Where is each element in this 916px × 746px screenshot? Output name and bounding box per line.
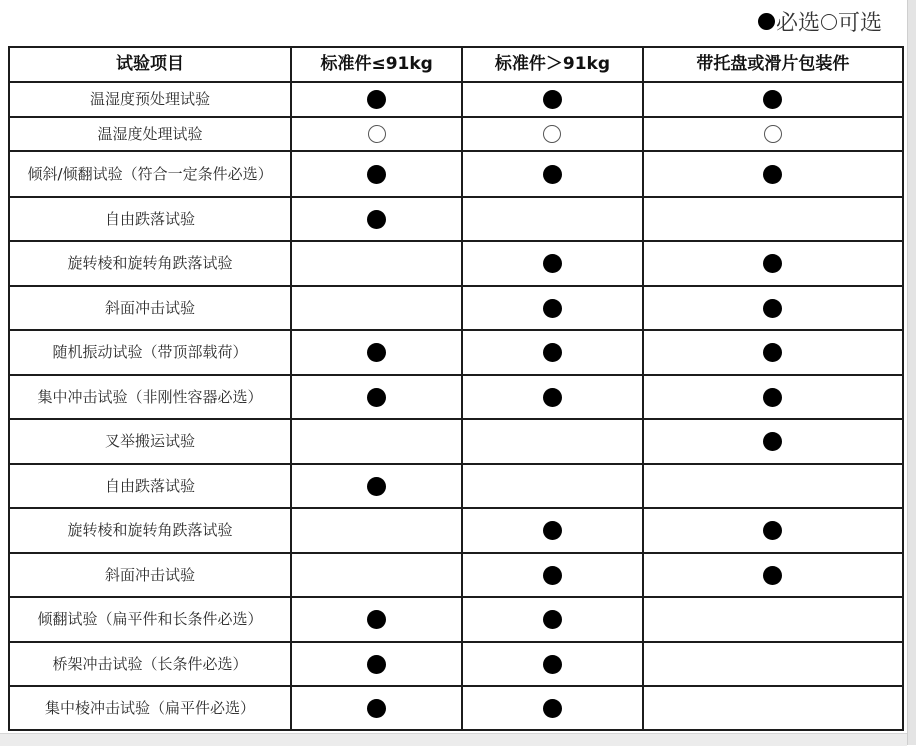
filled-circle-icon	[367, 90, 386, 109]
filled-circle-icon	[367, 477, 386, 496]
table-row	[9, 197, 903, 241]
requirement-cell	[462, 117, 642, 151]
requirement-cell	[291, 286, 462, 330]
table-row	[9, 286, 903, 330]
requirement-cell	[643, 82, 903, 117]
table-row	[9, 464, 903, 508]
requirement-cell	[462, 197, 642, 241]
test-item-cell: 斜面冲击试验	[9, 553, 291, 597]
requirement-cell	[291, 375, 462, 419]
requirement-cell	[643, 686, 903, 730]
filled-circle-icon	[367, 165, 386, 184]
requirement-cell	[462, 508, 642, 553]
test-item-cell: 桥架冲击试验（长条件必选）	[9, 642, 291, 686]
requirement-cell	[643, 375, 903, 419]
test-item-cell: 斜面冲击试验	[9, 286, 291, 330]
requirement-cell	[462, 553, 642, 597]
filled-circle-icon	[543, 699, 562, 718]
requirement-cell	[462, 151, 642, 197]
requirement-cell	[462, 286, 642, 330]
filled-circle-icon	[763, 165, 782, 184]
test-item-cell: 自由跌落试验	[9, 464, 291, 508]
requirement-cell	[462, 419, 642, 464]
open-circle-icon	[821, 14, 837, 30]
requirement-cell	[291, 82, 462, 117]
filled-circle-icon	[543, 299, 562, 318]
requirement-cell	[643, 419, 903, 464]
test-item-cell: 随机振动试验（带顶部载荷）	[9, 330, 291, 375]
test-item-cell: 自由跌落试验	[9, 197, 291, 241]
requirement-cell	[643, 197, 903, 241]
requirement-cell	[291, 151, 462, 197]
requirement-cell	[291, 553, 462, 597]
requirement-cell	[462, 241, 642, 286]
test-item-cell: 温湿度处理试验	[9, 117, 291, 151]
requirement-cell	[291, 241, 462, 286]
legend-optional-label: 可选	[837, 11, 882, 36]
table-row	[9, 375, 903, 419]
filled-circle-icon	[763, 90, 782, 109]
requirement-cell	[291, 642, 462, 686]
filled-circle-icon	[763, 566, 782, 585]
filled-circle-icon	[367, 210, 386, 229]
filled-circle-icon	[758, 13, 775, 30]
requirement-cell	[291, 686, 462, 730]
filled-circle-icon	[367, 388, 386, 407]
table-row	[9, 419, 903, 464]
test-item-cell: 温湿度预处理试验	[9, 82, 291, 117]
requirement-cell	[462, 330, 642, 375]
requirement-cell	[643, 286, 903, 330]
requirement-cell	[643, 151, 903, 197]
table-row	[9, 642, 903, 686]
filled-circle-icon	[367, 699, 386, 718]
requirement-cell	[462, 642, 642, 686]
requirement-cell	[643, 553, 903, 597]
table-row	[9, 82, 903, 117]
window-right-edge	[907, 0, 916, 745]
filled-circle-icon	[763, 254, 782, 273]
filled-circle-icon	[543, 521, 562, 540]
requirement-cell	[291, 117, 462, 151]
table-row	[9, 597, 903, 642]
requirement-cell	[291, 419, 462, 464]
table-body	[9, 82, 903, 730]
requirement-cell	[643, 642, 903, 686]
filled-circle-icon	[543, 343, 562, 362]
requirement-cell	[643, 330, 903, 375]
requirement-cell	[643, 597, 903, 642]
requirement-cell	[462, 464, 642, 508]
filled-circle-icon	[367, 655, 386, 674]
test-item-cell: 倾斜/倾翻试验（符合一定条件必选）	[9, 151, 291, 197]
filled-circle-icon	[763, 299, 782, 318]
table-row	[9, 508, 903, 553]
table-row	[9, 686, 903, 730]
open-circle-icon	[764, 125, 782, 143]
test-requirements-table	[8, 46, 904, 731]
header-test-item: 试验项目	[9, 47, 291, 82]
requirement-cell	[462, 686, 642, 730]
open-circle-icon	[543, 125, 561, 143]
filled-circle-icon	[543, 610, 562, 629]
requirement-cell	[462, 597, 642, 642]
requirement-cell	[643, 464, 903, 508]
filled-circle-icon	[367, 343, 386, 362]
requirement-cell	[291, 464, 462, 508]
open-circle-icon	[368, 125, 386, 143]
legend	[758, 6, 882, 37]
filled-circle-icon	[543, 388, 562, 407]
header-pallet-or-slip-sheet: 带托盘或滑片包装件	[643, 47, 903, 82]
requirement-cell	[643, 117, 903, 151]
filled-circle-icon	[543, 655, 562, 674]
filled-circle-icon	[763, 388, 782, 407]
header-standard-le-91kg: 标准件≤91kg	[291, 47, 462, 82]
requirement-cell	[462, 375, 642, 419]
requirement-cell	[291, 330, 462, 375]
test-item-cell: 集中冲击试验（非刚性容器必选）	[9, 375, 291, 419]
requirement-cell	[291, 197, 462, 241]
filled-circle-icon	[543, 90, 562, 109]
filled-circle-icon	[367, 610, 386, 629]
table-header-row	[9, 47, 903, 82]
table-row	[9, 330, 903, 375]
filled-circle-icon	[763, 343, 782, 362]
table-row	[9, 241, 903, 286]
requirement-cell	[291, 508, 462, 553]
test-item-cell: 叉举搬运试验	[9, 419, 291, 464]
requirement-cell	[291, 597, 462, 642]
requirement-cell	[643, 508, 903, 553]
test-item-cell: 旋转棱和旋转角跌落试验	[9, 241, 291, 286]
filled-circle-icon	[543, 566, 562, 585]
requirement-cell	[643, 241, 903, 286]
legend-required-label: 必选	[775, 11, 820, 36]
window-bottom-edge	[0, 733, 907, 746]
filled-circle-icon	[763, 432, 782, 451]
filled-circle-icon	[763, 521, 782, 540]
requirement-cell	[462, 82, 642, 117]
filled-circle-icon	[543, 254, 562, 273]
table-row	[9, 117, 903, 151]
test-item-cell: 倾翻试验（扁平件和长条件必选）	[9, 597, 291, 642]
test-item-cell: 集中棱冲击试验（扁平件必选）	[9, 686, 291, 730]
header-standard-gt-91kg: 标准件＞91kg	[462, 47, 642, 82]
test-item-cell: 旋转棱和旋转角跌落试验	[9, 508, 291, 553]
table-row	[9, 151, 903, 197]
table-row	[9, 553, 903, 597]
filled-circle-icon	[543, 165, 562, 184]
